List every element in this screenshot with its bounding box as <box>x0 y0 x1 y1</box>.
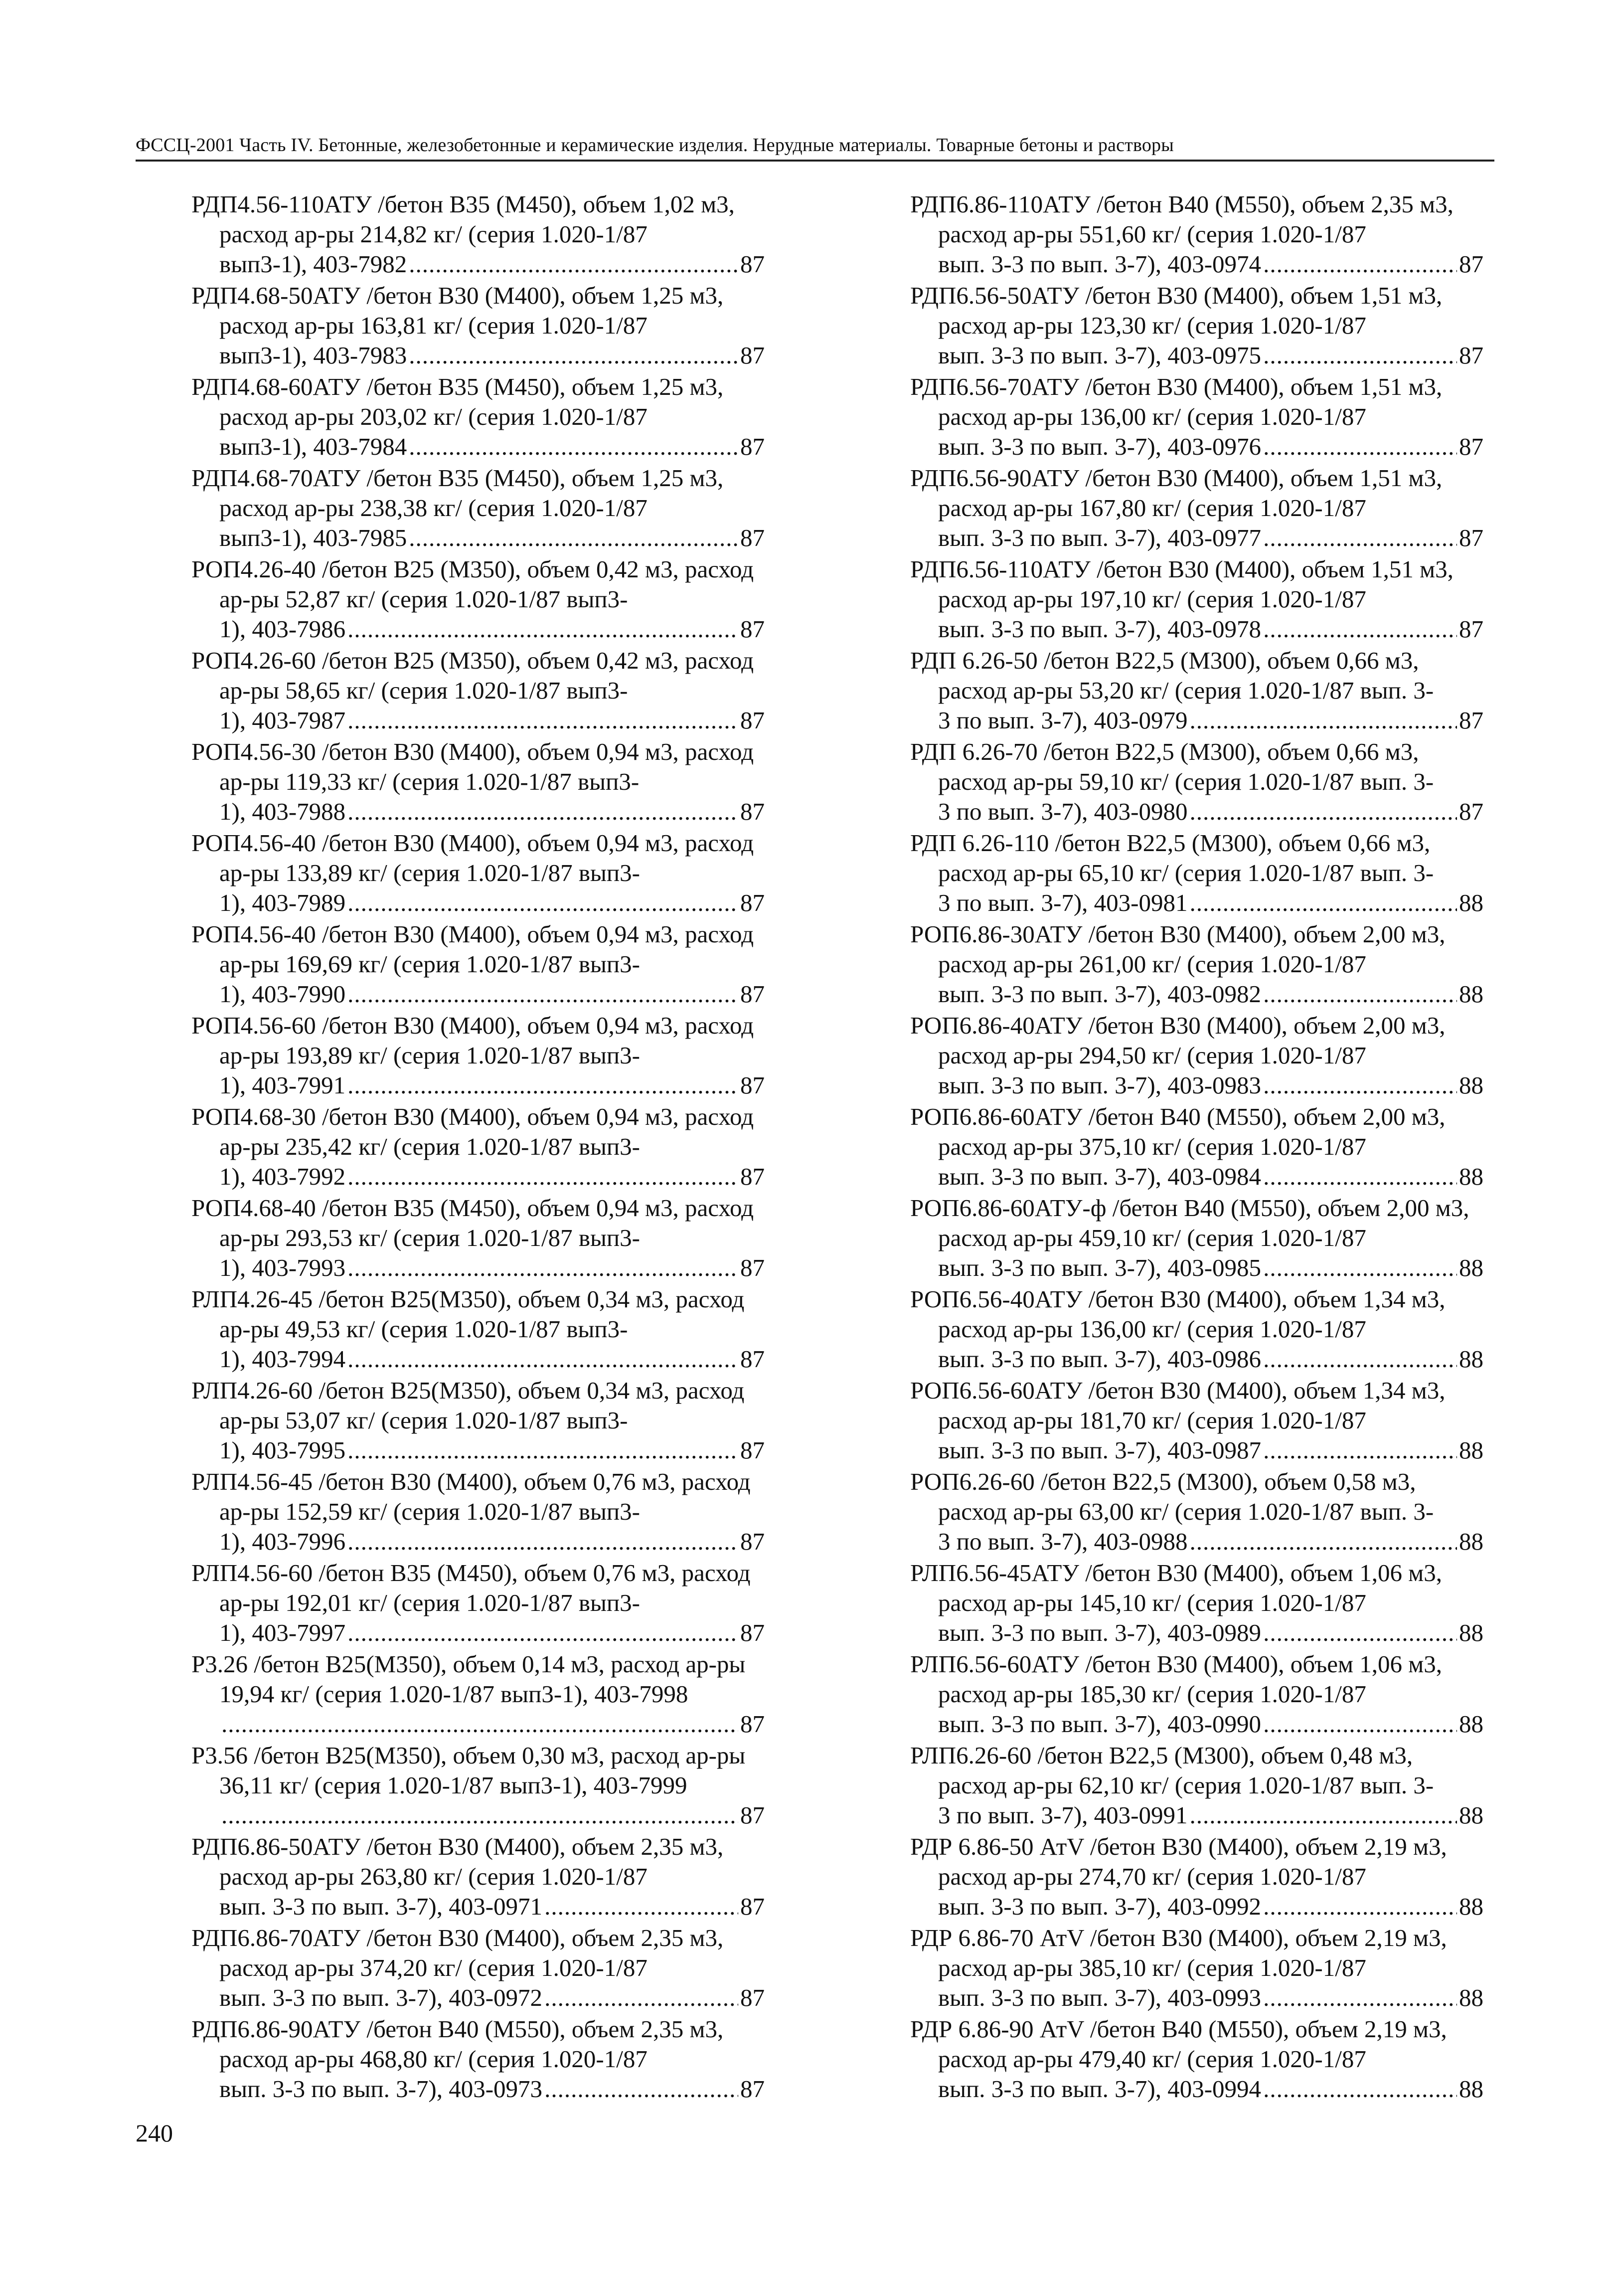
index-entry <box>910 828 1483 918</box>
entry-text: РДР 6.86-50 АтV /бетон В30 (М400), объем 2,19 м3, расход ар-ры 274,70 кг/ (серия 1.020-1/87 <box>910 1833 1447 1890</box>
entry-text-last-line: вып. 3-3 по вып. 3-7), 403-0978 <box>938 615 1262 643</box>
entry-text: РОП6.26-60 /бетон В22,5 (М300), объем 0,58 м3, расход ар-ры 63,00 кг/ (серия 1.020-1/87 вып. 3- <box>910 1468 1434 1525</box>
dot-leader <box>347 797 738 827</box>
entry-text: РОП4.56-30 /бетон В30 (М400), объем 0,94 м3, расход ар-ры 119,33 кг/ (серия 1.020-1/87 вып3- <box>191 738 754 795</box>
entry-page-number: 88 <box>1459 1619 1483 1646</box>
entry-leader-line <box>219 1709 765 1739</box>
index-entry <box>910 1193 1483 1283</box>
entry-page-number: 87 <box>1459 706 1483 734</box>
dot-leader <box>347 706 738 735</box>
index-entry <box>191 919 765 1009</box>
dot-leader <box>1263 2074 1457 2104</box>
entry-text: РДП6.56-70АТУ /бетон В30 (М400), объем 1,51 м3, расход ар-ры 136,00 кг/ (серия 1.020-1/87 <box>910 373 1443 430</box>
entry-page-number: 87 <box>1459 798 1483 825</box>
entry-text: РДП6.86-90АТУ /бетон В40 (М550), объем 2,35 м3, расход ар-ры 468,80 кг/ (серия 1.020-1/87 <box>191 2015 724 2073</box>
entry-text-last-line: 1), 403-7990 <box>219 980 346 1008</box>
dot-leader <box>347 1253 738 1283</box>
index-entry <box>910 919 1483 1009</box>
entry-text: РЛП4.56-45 /бетон В30 (М400), объем 0,76 м3, расход ар-ры 152,59 кг/ (серия 1.020-1/87 вып3- <box>191 1468 751 1525</box>
entry-page-number: 87 <box>740 342 765 369</box>
entry-page-number: 88 <box>1459 1801 1483 1829</box>
entry-leader-line <box>219 888 765 918</box>
index-entry <box>910 281 1483 370</box>
entry-leader-line <box>219 797 765 827</box>
entry-leader-line <box>938 1983 1483 2013</box>
entry-page-number: 87 <box>1459 250 1483 278</box>
entry-text: РДР 6.86-90 АтV /бетон В40 (М550), объем 2,19 м3, расход ар-ры 479,40 кг/ (серия 1.020-1/87 <box>910 2015 1447 2073</box>
index-entry <box>191 1102 765 1192</box>
entry-leader-line <box>219 249 765 279</box>
dot-leader <box>1263 341 1457 370</box>
entry-text-last-line: вып. 3-3 по вып. 3-7), 403-0992 <box>938 1893 1262 1920</box>
dot-leader <box>1263 1709 1457 1739</box>
dot-leader <box>1189 1527 1457 1557</box>
index-entry <box>910 372 1483 462</box>
entry-leader-line <box>219 1435 765 1465</box>
dot-leader <box>1263 523 1457 553</box>
entry-text: Р3.26 /бетон В25(М350), объем 0,14 м3, расход ар-ры 19,94 кг/ (серия 1.020-1/87 вып3-1), 403-7998 <box>191 1650 746 1708</box>
entry-leader-line <box>219 706 765 735</box>
entry-text-last-line: 3 по вып. 3-7), 403-0980 <box>938 798 1188 825</box>
dot-leader <box>1263 1892 1457 1922</box>
entry-text-last-line: вып3-1), 403-7985 <box>219 524 407 551</box>
entry-text-last-line: вып. 3-3 по вып. 3-7), 403-0987 <box>938 1436 1262 1464</box>
entry-page-number: 88 <box>1459 1071 1483 1099</box>
entry-leader-line <box>219 1892 765 1922</box>
index-entry <box>191 737 765 827</box>
entry-text-last-line: 1), 403-7988 <box>219 798 346 825</box>
dot-leader <box>1263 614 1457 644</box>
entry-text-last-line: 1), 403-7994 <box>219 1345 346 1373</box>
index-entry <box>191 1011 765 1100</box>
index-entry <box>191 1923 765 2013</box>
entry-text-last-line: 1), 403-7996 <box>219 1528 346 1555</box>
index-entry <box>910 554 1483 644</box>
entry-leader-line <box>938 2074 1483 2104</box>
entry-text: РДП 6.26-50 /бетон В22,5 (М300), объем 0,66 м3, расход ар-ры 53,20 кг/ (серия 1.020-1/87 вып. 3- <box>910 647 1434 704</box>
entry-page-number: 88 <box>1459 1436 1483 1464</box>
entry-text: РЛП6.26-60 /бетон В22,5 (М300), объем 0,48 м3, расход ар-ры 62,10 кг/ (серия 1.020-1/87 вып. 3- <box>910 1742 1434 1799</box>
entry-text: РЛП4.56-60 /бетон В35 (М450), объем 0,76 м3, расход ар-ры 192,01 кг/ (серия 1.020-1/87 вып3- <box>191 1559 751 1616</box>
entry-leader-line <box>938 1709 1483 1739</box>
entry-leader-line <box>219 2074 765 2104</box>
entry-page-number: 87 <box>740 1528 765 1555</box>
entry-leader-line <box>938 979 1483 1009</box>
index-entry <box>910 646 1483 735</box>
index-entry <box>191 1284 765 1374</box>
entry-page-number: 87 <box>740 524 765 551</box>
entry-text: РЛП4.26-60 /бетон В25(М350), объем 0,34 м3, расход ар-ры 53,07 кг/ (серия 1.020-1/87 вып3- <box>191 1377 745 1434</box>
entry-text: РОП4.56-60 /бетон В30 (М400), объем 0,94 м3, расход ар-ры 193,89 кг/ (серия 1.020-1/87 вып3- <box>191 1012 754 1069</box>
dot-leader <box>1263 1253 1457 1283</box>
entry-text: РДП4.68-50АТУ /бетон В30 (М400), объем 1,25 м3, расход ар-ры 163,81 кг/ (серия 1.020-1/87 <box>191 282 724 339</box>
entry-text-last-line: 1), 403-7991 <box>219 1071 346 1099</box>
entry-text: РЛП6.56-45АТУ /бетон В30 (М400), объем 1,06 м3, расход ар-ры 145,10 кг/ (серия 1.020-1/87 <box>910 1559 1443 1616</box>
index-entry <box>191 828 765 918</box>
entry-leader-line <box>219 979 765 1009</box>
index-entry <box>910 1011 1483 1100</box>
entry-text: РОП6.86-60АТУ /бетон В40 (М550), объем 2,00 м3, расход ар-ры 375,10 кг/ (серия 1.020-1/87 <box>910 1103 1446 1160</box>
index-entry <box>191 1467 765 1557</box>
entry-leader-line <box>938 797 1483 827</box>
entry-text-last-line: 1), 403-7987 <box>219 706 346 734</box>
entry-page-number: 87 <box>740 1345 765 1373</box>
entry-page-number: 87 <box>1459 615 1483 643</box>
entry-page-number: 87 <box>1459 433 1483 460</box>
entry-text-last-line: вып. 3-3 по вып. 3-7), 403-0986 <box>938 1345 1262 1373</box>
dot-leader <box>1263 432 1457 462</box>
entry-text: РЛП6.56-60АТУ /бетон В30 (М400), объем 1,06 м3, расход ар-ры 185,30 кг/ (серия 1.020-1/87 <box>910 1650 1443 1708</box>
dot-leader <box>409 523 738 553</box>
entry-text-last-line: вып. 3-3 по вып. 3-7), 403-0982 <box>938 980 1262 1008</box>
running-header: ФССЦ-2001 Часть IV. Бетонные, железобетонные и керамические изделия. Нерудные материалы. Товарные бетоны и растворы <box>136 135 1174 156</box>
entry-page-number: 87 <box>740 615 765 643</box>
entry-page-number: 87 <box>740 980 765 1008</box>
dot-leader <box>347 614 738 644</box>
index-column-right <box>910 189 1483 2106</box>
entry-text-last-line: вып. 3-3 по вып. 3-7), 403-0984 <box>938 1163 1262 1190</box>
dot-leader <box>1263 249 1457 279</box>
dot-leader <box>1263 1435 1457 1465</box>
entry-page-number: 87 <box>1459 342 1483 369</box>
entry-leader-line <box>938 614 1483 644</box>
index-entry <box>910 737 1483 827</box>
dot-leader <box>1189 1800 1457 1830</box>
entry-page-number: 88 <box>1459 1254 1483 1281</box>
index-entry <box>191 2014 765 2104</box>
entry-leader-line <box>938 1162 1483 1192</box>
entry-text: РОП4.56-40 /бетон В30 (М400), объем 0,94 м3, расход ар-ры 133,89 кг/ (серия 1.020-1/87 вып3- <box>191 829 754 886</box>
header-rule <box>136 160 1494 162</box>
index-entry <box>191 1376 765 1465</box>
entry-text-last-line: 1), 403-7992 <box>219 1163 346 1190</box>
entry-leader-line <box>938 432 1483 462</box>
index-entry <box>191 281 765 370</box>
dot-leader <box>409 341 738 370</box>
entry-text-last-line: вып. 3-3 по вып. 3-7), 403-0989 <box>938 1619 1262 1646</box>
index-entry <box>191 189 765 279</box>
dot-leader <box>544 1892 738 1922</box>
entry-page-number: 88 <box>1459 1893 1483 1920</box>
entry-text-last-line: вып. 3-3 по вып. 3-7), 403-0985 <box>938 1254 1262 1281</box>
entry-leader-line <box>938 1527 1483 1557</box>
entry-page-number: 87 <box>740 433 765 460</box>
entry-text-last-line: 3 по вып. 3-7), 403-0979 <box>938 706 1188 734</box>
dot-leader <box>1263 1070 1457 1100</box>
index-entry <box>191 646 765 735</box>
entry-text: РОП6.86-60АТУ-ф /бетон В40 (М550), объем 2,00 м3, расход ар-ры 459,10 кг/ (серия 1.020-1/87 <box>910 1194 1469 1251</box>
dot-leader <box>1263 1618 1457 1648</box>
entry-text: РДП4.68-60АТУ /бетон В35 (М450), объем 1,25 м3, расход ар-ры 203,02 кг/ (серия 1.020-1/87 <box>191 373 724 430</box>
entry-text-last-line: 1), 403-7993 <box>219 1254 346 1281</box>
index-entry <box>910 1376 1483 1465</box>
dot-leader <box>1263 1344 1457 1374</box>
entry-leader-line <box>938 1892 1483 1922</box>
entry-leader-line <box>938 1618 1483 1648</box>
entry-text-last-line: 1), 403-7997 <box>219 1619 346 1646</box>
entry-text-last-line: 1), 403-7986 <box>219 615 346 643</box>
entry-leader-line <box>938 523 1483 553</box>
entry-page-number: 87 <box>740 2075 765 2103</box>
entry-page-number: 87 <box>740 1436 765 1464</box>
entry-page-number: 87 <box>740 889 765 916</box>
entry-page-number: 88 <box>1459 1163 1483 1190</box>
entry-text-last-line: вып. 3-3 по вып. 3-7), 403-0994 <box>938 2075 1262 2103</box>
entry-text-last-line: 3 по вып. 3-7), 403-0991 <box>938 1801 1188 1829</box>
entry-text: РДП 6.26-110 /бетон В22,5 (М300), объем 0,66 м3, расход ар-ры 65,10 кг/ (серия 1.020-1/87 вып. 3- <box>910 829 1434 886</box>
index-column-left <box>191 189 765 2106</box>
entry-page-number: 87 <box>740 1710 765 1738</box>
index-entry <box>191 1649 765 1739</box>
entry-text-last-line: вып3-1), 403-7982 <box>219 250 407 278</box>
entry-page-number: 88 <box>1459 1984 1483 2011</box>
entry-text: РДП6.86-70АТУ /бетон В30 (М400), объем 2,35 м3, расход ар-ры 374,20 кг/ (серия 1.020-1/87 <box>191 1924 724 1981</box>
entry-text: РОП4.68-30 /бетон В30 (М400), объем 0,94 м3, расход ар-ры 235,42 кг/ (серия 1.020-1/87 вып3- <box>191 1103 754 1160</box>
entry-text: РДП6.56-90АТУ /бетон В30 (М400), объем 1,51 м3, расход ар-ры 167,80 кг/ (серия 1.020-1/87 <box>910 464 1443 522</box>
dot-leader <box>544 2074 738 2104</box>
entry-text: РДП 6.26-70 /бетон В22,5 (М300), объем 0,66 м3, расход ар-ры 59,10 кг/ (серия 1.020-1/87 вып. 3- <box>910 738 1434 795</box>
entry-text-last-line: вып. 3-3 по вып. 3-7), 403-0972 <box>219 1984 543 2011</box>
entry-text-last-line: вып. 3-3 по вып. 3-7), 403-0977 <box>938 524 1262 551</box>
page-number: 240 <box>136 2119 173 2147</box>
index-entry <box>191 1558 765 1648</box>
entry-text-last-line: 3 по вып. 3-7), 403-0981 <box>938 889 1188 916</box>
entry-text-last-line: 3 по вып. 3-7), 403-0988 <box>938 1528 1188 1555</box>
entry-text-last-line: вып. 3-3 по вып. 3-7), 403-0971 <box>219 1893 543 1920</box>
dot-leader <box>347 1435 738 1465</box>
entry-text: РДП4.68-70АТУ /бетон В35 (М450), объем 1,25 м3, расход ар-ры 238,38 кг/ (серия 1.020-1/87 <box>191 464 724 522</box>
entry-text: РОП4.26-60 /бетон В25 (М350), объем 0,42 м3, расход ар-ры 58,65 кг/ (серия 1.020-1/87 вып3- <box>191 647 754 704</box>
entry-text: РДР 6.86-70 АтV /бетон В30 (М400), объем 2,19 м3, расход ар-ры 385,10 кг/ (серия 1.020-1/87 <box>910 1924 1447 1981</box>
entry-leader-line <box>938 1800 1483 1830</box>
entry-page-number: 88 <box>1459 1345 1483 1373</box>
entry-page-number: 87 <box>1459 524 1483 551</box>
entry-leader-line <box>219 1983 765 2013</box>
entry-leader-line <box>938 341 1483 370</box>
dot-leader <box>409 249 738 279</box>
entry-text-last-line: вып3-1), 403-7984 <box>219 433 407 460</box>
index-entry <box>910 1923 1483 2013</box>
dot-leader <box>1263 1983 1457 2013</box>
dot-leader <box>347 1162 738 1192</box>
dot-leader <box>347 1618 738 1648</box>
entry-page-number: 87 <box>740 1893 765 1920</box>
entry-leader-line <box>938 1344 1483 1374</box>
index-entry <box>910 1649 1483 1739</box>
dot-leader <box>347 1527 738 1557</box>
index-entry <box>910 463 1483 553</box>
index-entry <box>910 1558 1483 1648</box>
entry-leader-line <box>938 1070 1483 1100</box>
dot-leader <box>347 979 738 1009</box>
entry-leader-line <box>219 341 765 370</box>
entry-leader-line <box>219 1800 765 1830</box>
entry-page-number: 87 <box>740 1071 765 1099</box>
entry-text: РОП4.56-40 /бетон В30 (М400), объем 0,94 м3, расход ар-ры 169,69 кг/ (серия 1.020-1/87 вып3- <box>191 920 754 978</box>
entry-text: РДП6.56-50АТУ /бетон В30 (М400), объем 1,51 м3, расход ар-ры 123,30 кг/ (серия 1.020-1/87 <box>910 282 1443 339</box>
entry-text-last-line: вып. 3-3 по вып. 3-7), 403-0990 <box>938 1710 1262 1738</box>
entry-page-number: 87 <box>740 1619 765 1646</box>
dot-leader <box>544 1983 738 2013</box>
entry-text-last-line: 1), 403-7995 <box>219 1436 346 1464</box>
entry-page-number: 87 <box>740 798 765 825</box>
index-entry <box>910 2014 1483 2104</box>
entry-leader-line <box>219 1070 765 1100</box>
entry-text: РДП6.86-110АТУ /бетон В40 (М550), объем 2,35 м3, расход ар-ры 551,60 кг/ (серия 1.020-1/87 <box>910 190 1454 248</box>
index-entry <box>910 1102 1483 1192</box>
entry-leader-line <box>219 1253 765 1283</box>
entry-text: Р3.56 /бетон В25(М350), объем 0,30 м3, расход ар-ры 36,11 кг/ (серия 1.020-1/87 вып3-1), 403-7999 <box>191 1742 746 1799</box>
entry-leader-line <box>219 523 765 553</box>
dot-leader <box>221 1709 738 1739</box>
dot-leader <box>1263 1162 1457 1192</box>
entry-leader-line <box>219 1162 765 1192</box>
entry-text: РОП6.86-40АТУ /бетон В30 (М400), объем 2,00 м3, расход ар-ры 294,50 кг/ (серия 1.020-1/87 <box>910 1012 1446 1069</box>
dot-leader <box>1189 888 1457 918</box>
entry-text-last-line: вып. 3-3 по вып. 3-7), 403-0976 <box>938 433 1262 460</box>
index-entry <box>191 554 765 644</box>
entry-text: РДП4.56-110АТУ /бетон В35 (М450), объем 1,02 м3, расход ар-ры 214,82 кг/ (серия 1.020-1/87 <box>191 190 735 248</box>
entry-page-number: 87 <box>740 1801 765 1829</box>
index-entry <box>191 1193 765 1283</box>
dot-leader <box>347 888 738 918</box>
entry-leader-line <box>219 1527 765 1557</box>
entry-text-last-line: вып3-1), 403-7983 <box>219 342 407 369</box>
entry-leader-line <box>938 706 1483 735</box>
entry-page-number: 87 <box>740 1163 765 1190</box>
entry-leader-line <box>938 888 1483 918</box>
dot-leader <box>221 1800 738 1830</box>
entry-text: РОП4.68-40 /бетон В35 (М450), объем 0,94 м3, расход ар-ры 293,53 кг/ (серия 1.020-1/87 вып3- <box>191 1194 754 1251</box>
index-entry <box>910 189 1483 279</box>
dot-leader <box>409 432 738 462</box>
entry-leader-line <box>219 1618 765 1648</box>
entry-page-number: 87 <box>740 706 765 734</box>
entry-page-number: 88 <box>1459 889 1483 916</box>
entry-text: РЛП4.26-45 /бетон В25(М350), объем 0,34 м3, расход ар-ры 49,53 кг/ (серия 1.020-1/87 вып3- <box>191 1285 745 1343</box>
entry-leader-line <box>219 614 765 644</box>
entry-leader-line <box>938 249 1483 279</box>
entry-text-last-line: вып. 3-3 по вып. 3-7), 403-0973 <box>219 2075 543 2103</box>
dot-leader <box>347 1070 738 1100</box>
entry-page-number: 88 <box>1459 1528 1483 1555</box>
index-entry <box>191 1741 765 1830</box>
entry-text-last-line: вып. 3-3 по вып. 3-7), 403-0993 <box>938 1984 1262 2011</box>
entry-text: РОП4.26-40 /бетон В25 (М350), объем 0,42 м3, расход ар-ры 52,87 кг/ (серия 1.020-1/87 вып3- <box>191 555 754 613</box>
entry-leader-line <box>219 432 765 462</box>
entry-text-last-line: вып. 3-3 по вып. 3-7), 403-0974 <box>938 250 1262 278</box>
entry-text: РОП6.56-60АТУ /бетон В30 (М400), объем 1,34 м3, расход ар-ры 181,70 кг/ (серия 1.020-1/87 <box>910 1377 1446 1434</box>
entry-text-last-line: вып. 3-3 по вып. 3-7), 403-0983 <box>938 1071 1262 1099</box>
entry-text: РДП6.86-50АТУ /бетон В30 (М400), объем 2,35 м3, расход ар-ры 263,80 кг/ (серия 1.020-1/87 <box>191 1833 724 1890</box>
index-entry <box>910 1284 1483 1374</box>
index-entry <box>910 1467 1483 1557</box>
index-entry <box>191 1832 765 1922</box>
index-entry <box>191 463 765 553</box>
dot-leader <box>1263 979 1457 1009</box>
entry-text: РДП6.56-110АТУ /бетон В30 (М400), объем 1,51 м3, расход ар-ры 197,10 кг/ (серия 1.020-1/87 <box>910 555 1454 613</box>
entry-text-last-line: 1), 403-7989 <box>219 889 346 916</box>
entry-page-number: 88 <box>1459 980 1483 1008</box>
index-entry <box>910 1832 1483 1922</box>
entry-page-number: 88 <box>1459 1710 1483 1738</box>
entry-text-last-line: вып. 3-3 по вып. 3-7), 403-0975 <box>938 342 1262 369</box>
entry-page-number: 87 <box>740 1984 765 2011</box>
index-entry <box>910 1741 1483 1830</box>
index-entry <box>191 372 765 462</box>
entry-text: РОП6.86-30АТУ /бетон В30 (М400), объем 2,00 м3, расход ар-ры 261,00 кг/ (серия 1.020-1/87 <box>910 920 1446 978</box>
dot-leader <box>1189 706 1457 735</box>
entry-leader-line <box>938 1253 1483 1283</box>
dot-leader <box>347 1344 738 1374</box>
entry-page-number: 87 <box>740 250 765 278</box>
entry-page-number: 88 <box>1459 2075 1483 2103</box>
entry-page-number: 87 <box>740 1254 765 1281</box>
entry-leader-line <box>219 1344 765 1374</box>
entry-leader-line <box>938 1435 1483 1465</box>
entry-text: РОП6.56-40АТУ /бетон В30 (М400), объем 1,34 м3, расход ар-ры 136,00 кг/ (серия 1.020-1/87 <box>910 1285 1446 1343</box>
dot-leader <box>1189 797 1457 827</box>
